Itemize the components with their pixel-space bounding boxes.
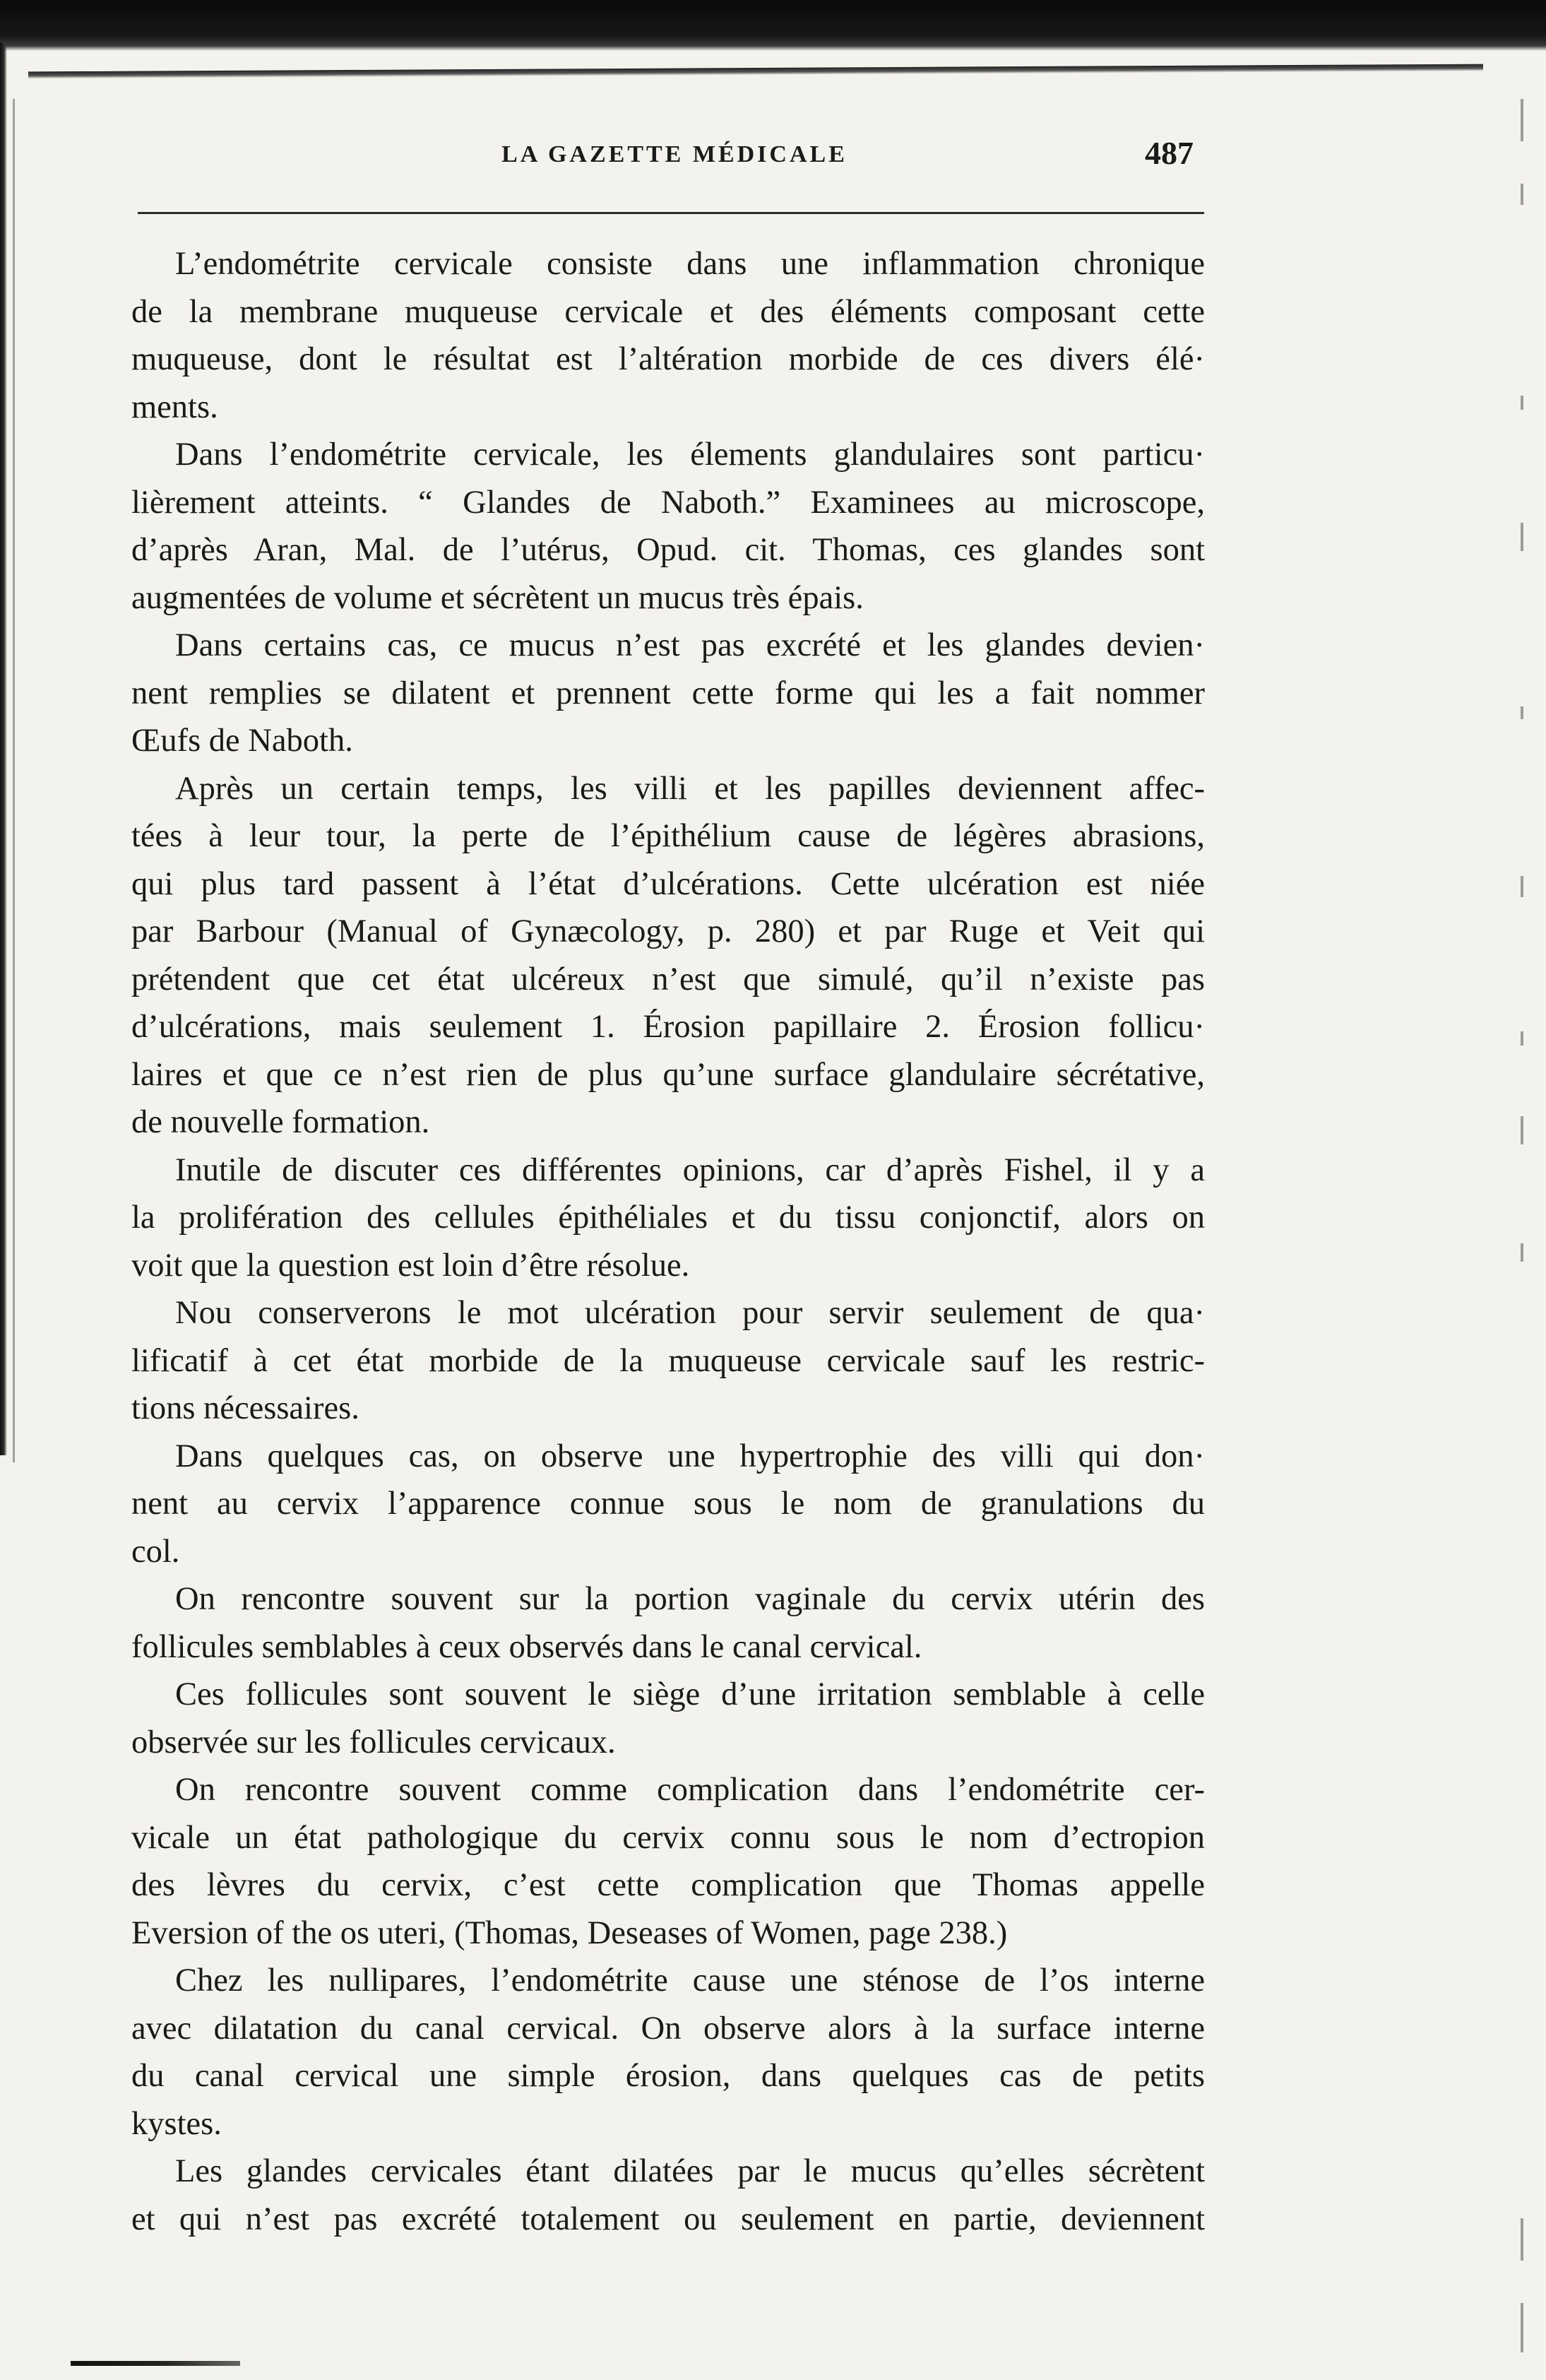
text-line: On rencontre souvent comme complication dans l’endométrite cer- (175, 1772, 1205, 1808)
text-line: ments. (131, 389, 218, 425)
bottom-rule (71, 2361, 240, 2366)
scan-top-shadow (28, 64, 1483, 79)
page-number: 487 (1145, 135, 1194, 171)
text-line: follicules semblables à ceux observés dans le canal cervical. (131, 1628, 922, 1665)
text-line: lièrement atteints. “ Glandes de Naboth.” Examinees au microscope, (131, 484, 1205, 521)
text-line: Chez les nullipares, l’endométrite cause une sténose de l’os interne (175, 1962, 1205, 1999)
text-line: tions nécessaires. (131, 1390, 359, 1426)
text-line: la prolifération des cellules épithéliales et du tissu conjonctif, alors on (131, 1200, 1205, 1236)
text-line: nent au cervix l’apparence connue sous le nom de granulations du (131, 1486, 1205, 1522)
text-line: Ces follicules sont souvent le siège d’une irritation semblable à celle (175, 1676, 1205, 1712)
text-line: observée sur les follicules cervicaux. (131, 1724, 616, 1760)
text-line: qui plus tard passent à l’état d’ulcérations. Cette ulcération est niée (131, 865, 1205, 902)
text-line: Nou conserverons le mot ulcération pour servir seulement de qua· (175, 1295, 1205, 1331)
text-line: voit que la question est loin d’être résolue. (131, 1247, 690, 1284)
text-line: et qui n’est pas excrété totalement ou seulement en partie, deviennent (131, 2201, 1205, 2237)
text-line: On rencontre souvent sur la portion vaginale du cervix utérin des (175, 1581, 1205, 1617)
text-line: prétendent que cet état ulcéreux n’est que simulé, qu’il n’existe pas (131, 961, 1205, 997)
scan-left-margin-line (13, 99, 15, 1462)
scan-left-edge (0, 42, 7, 1455)
text-line: vicale un état pathologique du cervix connu sous le nom d’ectropion (131, 1819, 1205, 1856)
text-line: d’ulcérations, mais seulement 1. Érosion papillaire 2. Érosion follicu· (131, 1009, 1205, 1045)
text-line: Dans certains cas, ce mucus n’est pas excrété et les glandes devien· (175, 627, 1205, 663)
text-line: col. (131, 1533, 180, 1570)
text-line: avec dilatation du canal cervical. On observe alors à la surface interne (131, 2010, 1205, 2047)
text-line: Eversion of the os uteri, (Thomas, Deseases of Women, page 238.) (131, 1914, 1008, 1951)
text-line: d’après Aran, Mal. de l’utérus, Opud. cit. Thomas, ces glandes sont (131, 532, 1205, 568)
scan-right-gutter-marks (1502, 85, 1530, 2345)
header-rule (138, 212, 1204, 214)
text-line: L’endométrite cervicale consiste dans une inflammation chronique (175, 246, 1205, 282)
text-line: laires et que ce n’est rien de plus qu’une surface glandulaire sécrétative, (131, 1056, 1205, 1093)
body-text (131, 240, 1205, 2243)
text-line: augmentées de volume et sécrètent un mucus très épais. (131, 579, 864, 616)
scan-top-edge (0, 0, 1546, 51)
text-line: tées à leur tour, la perte de l’épithélium cause de légères abrasions, (131, 818, 1205, 854)
running-title: LA GAZETTE MÉDICALE (501, 141, 848, 167)
text-line: Dans l’endométrite cervicale, les élements glandulaires sont particu· (175, 437, 1205, 473)
text-line: muqueuse, dont le résultat est l’altération morbide de ces divers élé· (131, 341, 1205, 377)
text-line: Dans quelques cas, on observe une hypertrophie des villi qui don· (175, 1438, 1205, 1474)
text-line: nent remplies se dilatent et prennent cette forme qui les a fait nommer (131, 675, 1205, 711)
running-head (155, 134, 1194, 191)
text-line: Après un certain temps, les villi et les papilles deviennent affec- (175, 770, 1205, 807)
text-line: Œufs de Naboth. (131, 723, 353, 759)
text-line: de la membrane muqueuse cervicale et des éléments composant cette (131, 293, 1205, 330)
text-line: de nouvelle formation. (131, 1104, 430, 1140)
text-line: Les glandes cervicales étant dilatées par le mucus qu’elles sécrètent (175, 2153, 1205, 2189)
text-line: lificatif à cet état morbide de la muqueuse cervicale sauf les restric- (131, 1342, 1205, 1379)
text-line: des lèvres du cervix, c’est cette complication que Thomas appelle (131, 1867, 1205, 1903)
text-line: Inutile de discuter ces différentes opinions, car d’après Fishel, il y a (175, 1151, 1205, 1188)
text-line: kystes. (131, 2105, 222, 2142)
text-line: par Barbour (Manual of Gynæcology, p. 280) et par Ruge et Veit qui (131, 913, 1205, 949)
text-line: du canal cervical une simple érosion, dans quelques cas de petits (131, 2058, 1205, 2094)
